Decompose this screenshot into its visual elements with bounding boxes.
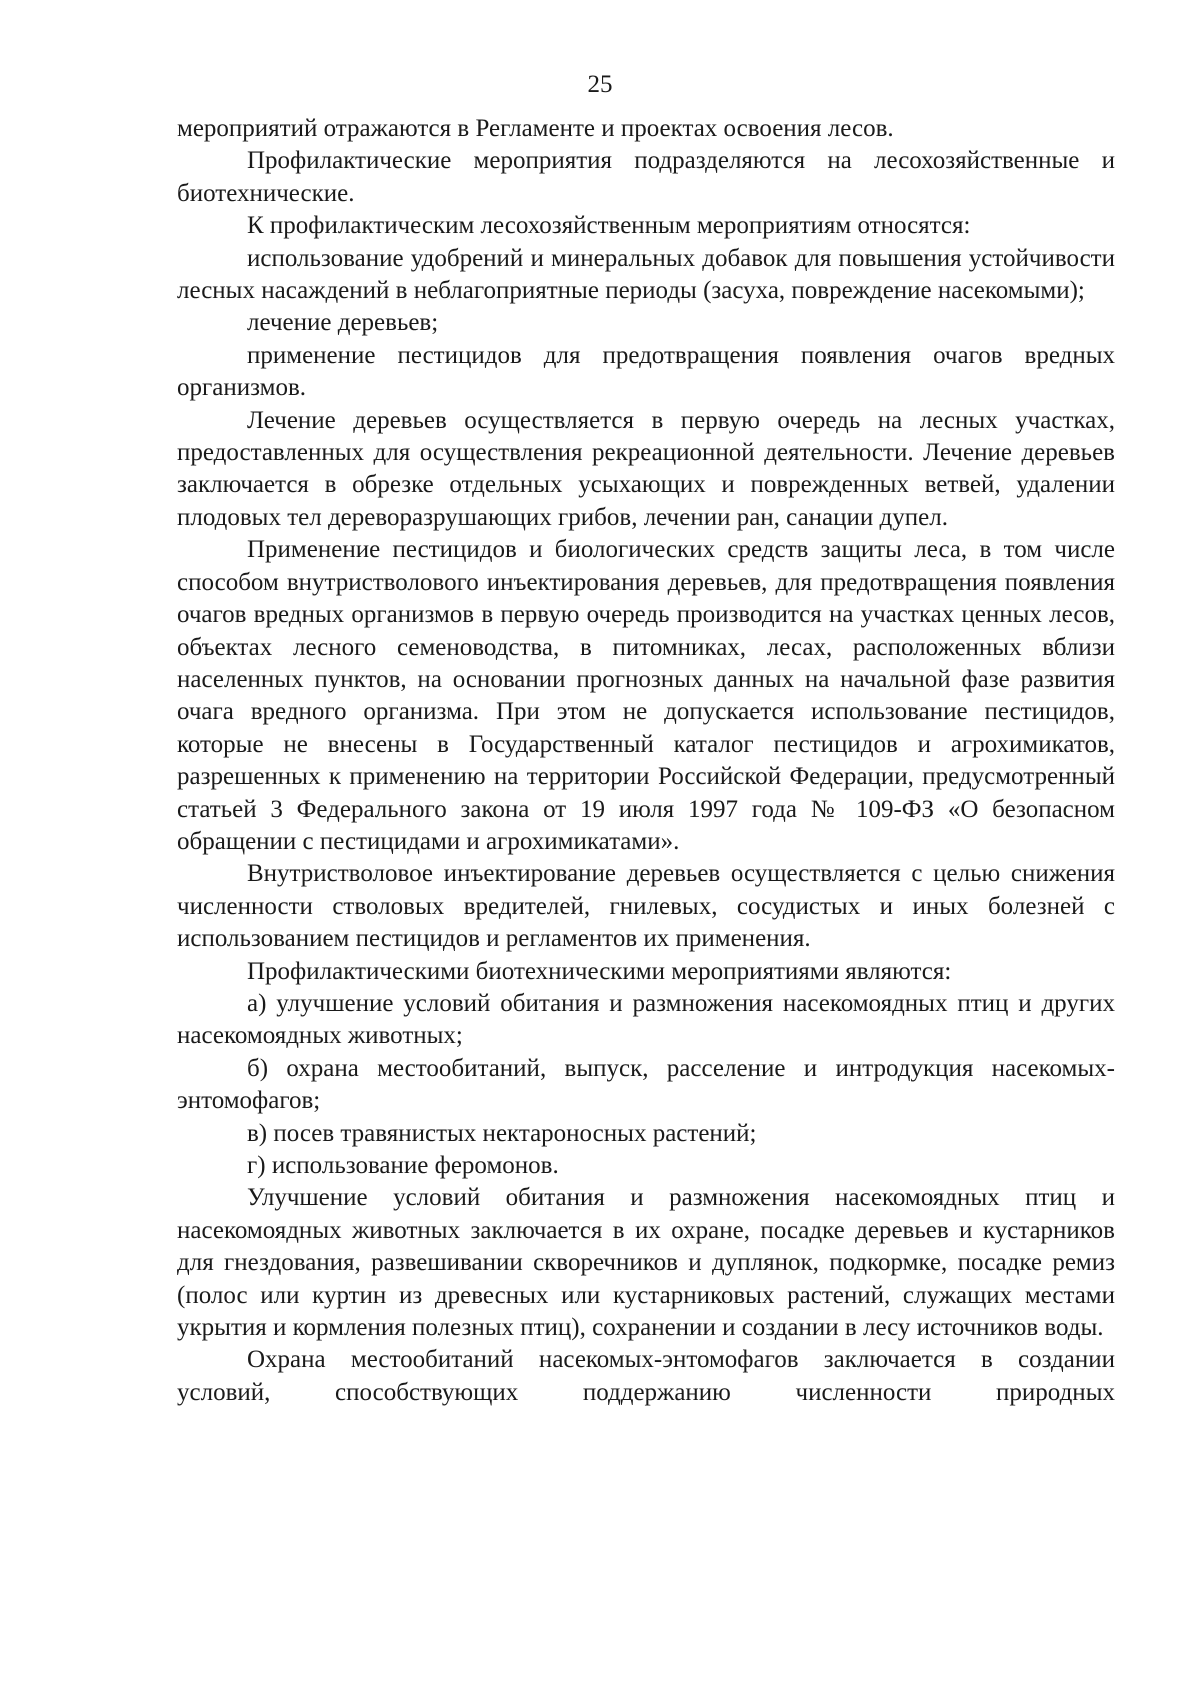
paragraph-entomophages: Охрана местообитаний насекомых-энтомофагов заключается в создании условий, способствующих поддержанию численности природных: [177, 1346, 1115, 1406]
list-item-g: г) использование феромонов.: [247, 1152, 559, 1179]
paragraph-continuation: мероприятий отражаются в Регламенте и проектах освоения лесов.: [177, 115, 894, 142]
list-item-fertilizers: использование удобрений и минеральных добавок для повышения устойчивости лесных насаждений в неблагоприятные периоды (засуха, повреждение насекомыми);: [177, 244, 1115, 305]
paragraph-tree-treatment: Лечение деревьев осуществляется в первую очередь на лесных участках, предоставленных для осуществления рекреационной деятельности. Лечение деревьев заключается в обрезке отдельных усыхающих и поврежденных ветвей, удалении плодовых тел дереворазрушающих грибов, лечении ран, санации дупел.: [177, 406, 1115, 531]
paragraph-injection: Внутристволовое инъектирование деревьев осуществляется с целью снижения численности стволовых вредителей, гнилевых, сосудистых и иных болезней с использованием пестицидов и регламентов их применения.: [177, 860, 1115, 953]
list-item-a: а) улучшение условий обитания и размножения насекомоядных птиц и других насекомоядных животных;: [177, 989, 1115, 1050]
paragraph-prevention-types: Профилактические мероприятия подразделяются на лесохозяйственные и биотехнические.: [177, 147, 1115, 207]
list-item-tree-treatment: лечение деревьев;: [247, 309, 439, 337]
list-item-pesticides: применение пестицидов для предотвращения появления очагов вредных организмов.: [177, 341, 1115, 402]
list-item-v: в) посев травянистых нектароносных растений;: [247, 1119, 757, 1147]
page-number: 25: [587, 71, 613, 98]
paragraph-forestry-measures-intro: К профилактическим лесохозяйственным мероприятиям относятся:: [247, 212, 971, 240]
paragraph-birds-habitat: Улучшение условий обитания и размножения насекомоядных птиц и насекомоядных животных заключается в их охране, посадке деревьев и кустарников для гнездования, развешивании скворечников и дуплянок, подкормке, посадке ремиз (полос или куртин из древесных или кустарниковых растений, служащих местами укрытия и кормления полезных птиц), сохранении и создании в лесу источников воды.: [177, 1184, 1115, 1342]
list-item-b: б) охрана местообитаний, выпуск, расселение и интродукция насекомых-энтомофагов;: [177, 1054, 1115, 1115]
body-text: [177, 113, 1115, 1409]
paragraph-biotech-measures-intro: Профилактическими биотехническими мероприятиями являются:: [247, 957, 952, 985]
paragraph-pesticide-application: Применение пестицидов и биологических средств защиты леса, в том числе способом внутриствол‌ового инъектирования деревьев, для предотвращения появления очагов вредных организмов в первую очередь производится на участках ценных лесов, объектах лесного семеноводства, в питомниках, лесах, расположенных вблизи населенных пунктов, на основании прогнозных данных на начальной фазе развития очага вредного организма. При этом не допускается использование пестицидов, которые не внесены в Государственный каталог пестицидов и агрохимикатов, разрешенных к применению на территории Российской Федерации, предусмотренный статьей 3 Федерального закона от 19 июля 1997 года № 109-ФЗ «О безопасном обращении с пестицидами и агрохимикатами».: [177, 536, 1115, 855]
